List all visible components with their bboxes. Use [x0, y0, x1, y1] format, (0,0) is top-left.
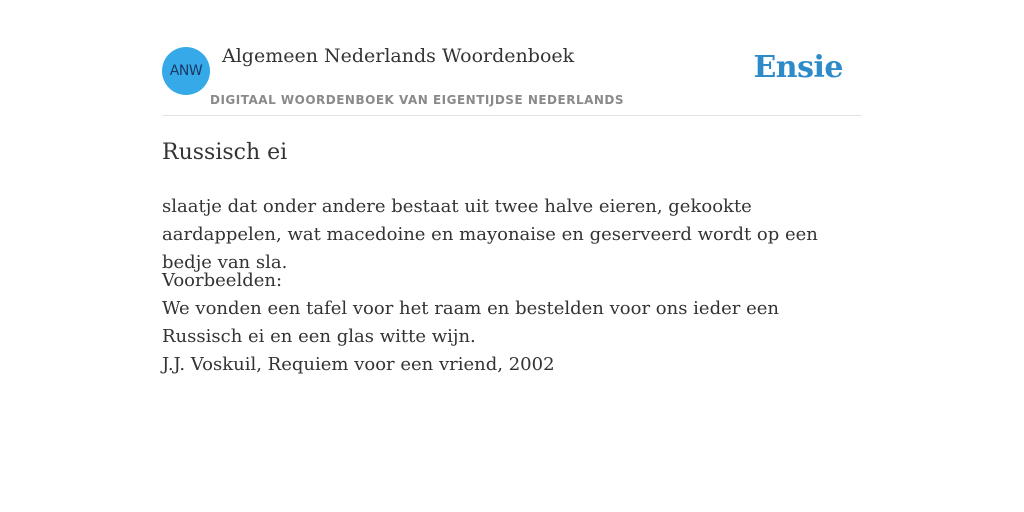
example-source: J.J. Voskuil, Requiem voor een vriend, 2002 — [162, 354, 555, 375]
entry-title: Russisch ei — [162, 140, 288, 165]
example-text: We vonden een tafel voor het raam en bestelden voor ons ieder een Russisch ei en een glas witte wijn. — [162, 298, 779, 347]
entry-card — [162, 0, 862, 512]
entry-definition: slaatje dat onder andere bestaat uit twee halve eieren, gekookte aardappelen, wat macedoine en mayonaise en geserveerd wordt op een bedje van sla. — [162, 196, 818, 273]
header — [162, 0, 862, 116]
anw-logo[interactable]: ANW — [162, 47, 210, 95]
examples-label: Voorbeelden: — [162, 270, 283, 291]
ensie-brand-logo[interactable]: Ensie — [753, 50, 843, 85]
site-subtitle: DIGITAAL WOORDENBOEK VAN EIGENTIJDSE NEDERLANDS — [210, 93, 625, 107]
examples-section — [162, 267, 862, 379]
site-title[interactable]: Algemeen Nederlands Woordenboek — [222, 45, 575, 67]
